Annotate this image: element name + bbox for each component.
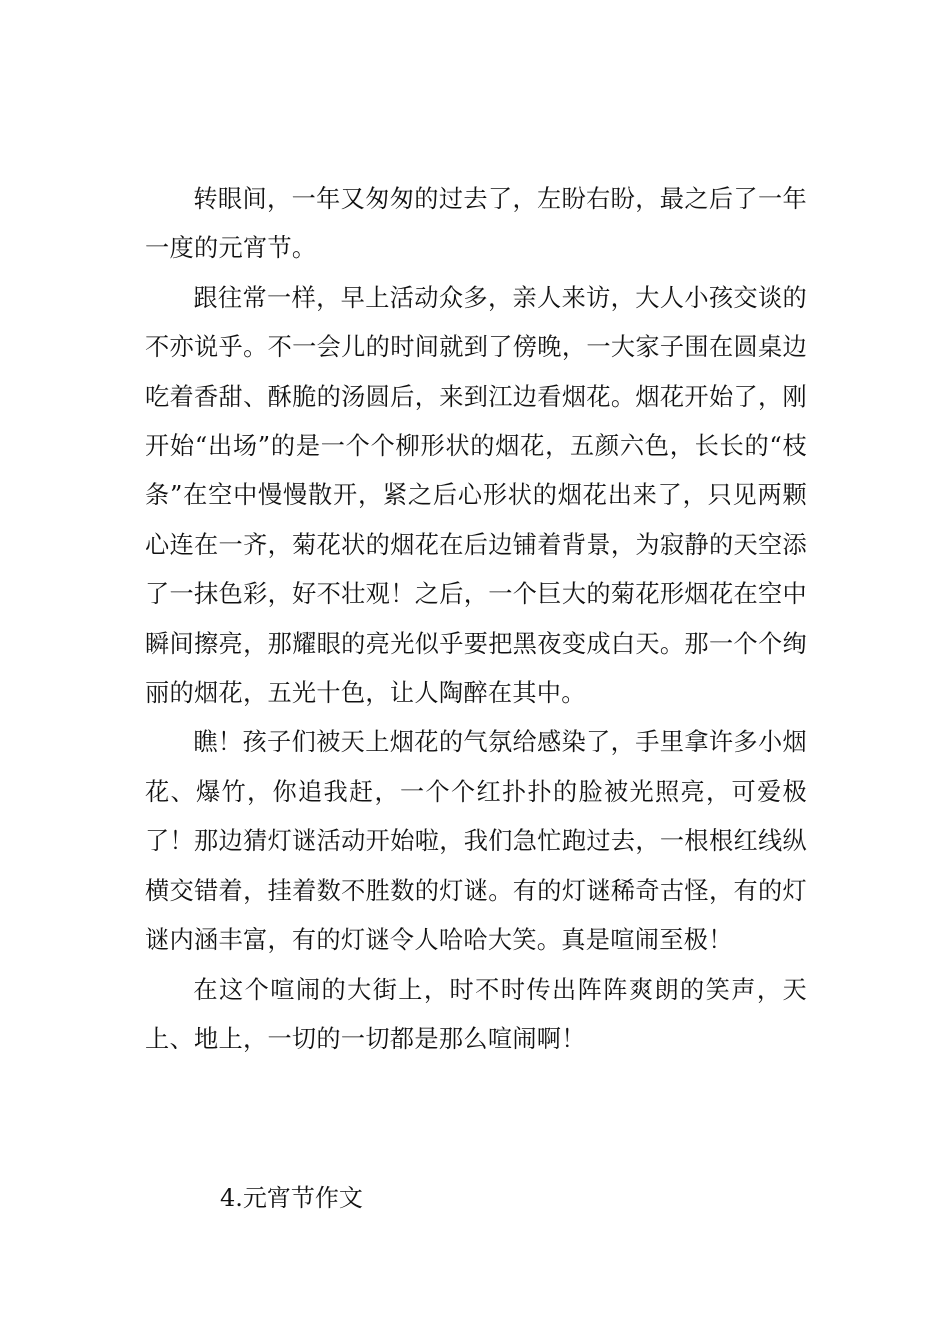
paragraph-3: 瞧！孩子们被天上烟花的气氛给感染了，手里拿许多小烟花、爆竹，你追我赶，一个个红扑扑的脸被光照亮，可爱极了！那边猜灯谜活动开始啦，我们急忙跑过去，一根根红线纵横交错着，挂着数不胜数的灯谜。有的灯谜稀奇古怪，有的灯谜内涵丰富，有的灯谜令人哈哈大笑。真是喧闹至极！ <box>145 728 807 955</box>
paragraph-4: 在这个喧闹的大街上，时不时传出阵阵爽朗的笑声，天上、地上，一切的一切都是那么喧闹啊！ <box>145 975 807 1053</box>
paragraph-1: 转眼间，一年又匆匆的过去了，左盼右盼，最之后了一年一度的元宵节。 <box>145 185 807 263</box>
paragraph-2: 跟往常一样，早上活动众多，亲人来访，大人小孩交谈的不亦说乎。不一会儿的时间就到了傍晚，一大家子围在圆桌边吃着香甜、酥脆的汤圆后，来到江边看烟花。烟花开始了，刚开始“出场”的是一个个柳形状的烟花，五颜六色，长长的“枝条”在空中慢慢散开，紧之后心形状的烟花出来了，只见两颗心连在一齐，菊花状的烟花在后边铺着背景，为寂静的天空添了一抹色彩，好不壮观！之后，一个巨大的菊花形烟花在空中瞬间擦亮，那耀眼的亮光似乎要把黑夜变成白天。那一个个绚丽的烟花，五光十色，让人陶醉在其中。 <box>145 283 807 708</box>
document-body <box>145 175 807 1064</box>
section-heading: 4.元宵节作文 <box>220 1184 363 1212</box>
